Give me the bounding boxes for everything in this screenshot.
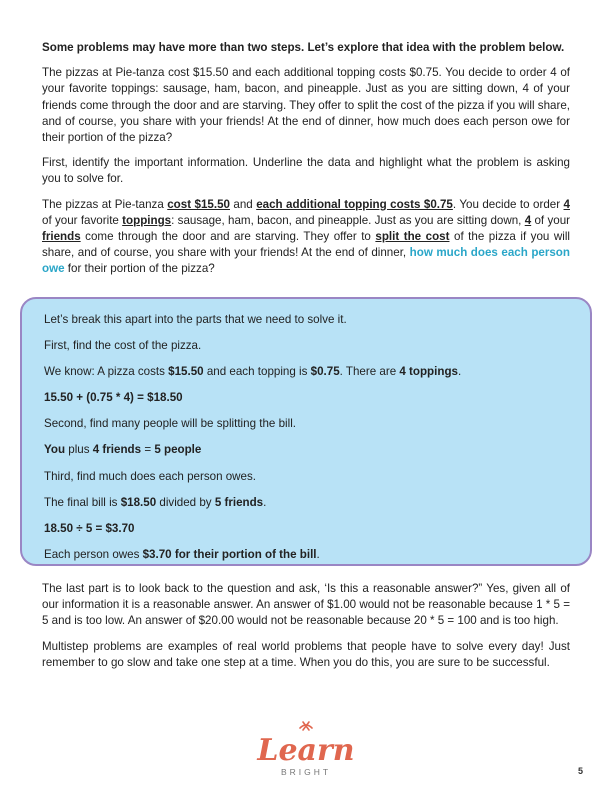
solution-line: We know: A pizza costs $15.50 and each topping is $0.75. There are 4 toppings.	[44, 365, 462, 379]
underlined-data: friends	[42, 230, 81, 244]
logo-subword: BRIGHT	[280, 767, 332, 777]
problem-text: The pizzas at Pie-tanza cost $15.50 and each additional topping costs $0.75. You decide to order 4 of your favorite toppings: sausage, ham, bacon, and pineapple. Just as you are sitting down, 4 of your friends come through the door and are starving. They offer to split the cost of the pizza if you will share, and of course, you share with your friends! At the end of dinner, how much does each person owe for their portion of the pizza?	[42, 66, 571, 145]
equation: 18.50 ÷ 5 = $3.70	[44, 521, 135, 535]
learn-bright-logo	[256, 720, 356, 782]
page-content	[42, 40, 570, 287]
underlined-data: split the cost	[375, 230, 450, 244]
solution-box	[20, 297, 592, 566]
solution-line: You plus 4 friends = 5 people	[44, 443, 202, 457]
underlined-data: 4	[563, 197, 570, 211]
logo-flourish-icon	[300, 722, 312, 730]
logo-graphic	[256, 720, 356, 782]
solution-line: Second, find many people will be splitting the bill.	[44, 417, 296, 431]
conclusion-section	[42, 581, 570, 680]
solution-line: Third, find much does each person owes.	[44, 469, 257, 483]
solution-line: The final bill is $18.50 divided by 5 friends.	[44, 495, 267, 509]
intro-text: Some problems may have more than two steps. Let’s explore that idea with the problem below.	[42, 41, 565, 54]
check-text: The last part is to look back to the question and ask, ‘Is this a reasonable answer?” Yes, given all of our information it is a reasonable answer. An answer of $1.00 would not be reasonable because 1 * 5 = 5 and is too low. An answer of $20.00 would not be reasonable because 20 * 5 = 100 and is too high.	[42, 582, 570, 628]
closing-text: Multistep problems are examples of real world problems that people have to solve every day! Just remember to go slow and take one step at a time. When you do this, you are sure to be successful.	[42, 639, 570, 669]
solution-line: Let’s break this apart into the parts that we need to solve it.	[44, 313, 347, 326]
logo-word: Learn	[257, 733, 355, 768]
equation: 15.50 + (0.75 * 4) = $18.50	[44, 391, 183, 405]
underlined-data: cost $15.50	[167, 197, 230, 211]
highlighted-question: how much does each person owe	[42, 246, 570, 276]
page-number: 5	[578, 766, 584, 776]
underlined-data: toppings	[122, 213, 172, 227]
solution-line: First, find the cost of the pizza.	[44, 339, 202, 353]
annotated-problem: The pizzas at Pie-tanza cost $15.50 and each additional topping costs $0.75. You decide to order 4 of your favorite toppings: sausage, ham, bacon, and pineapple. Just as you are sitting down, 4 of your friends come through the door and are starving. They offer to split the cost of the pizza if you will share, and of course, you share with your friends! At the end of dinner, how much does each person owe for their portion of the pizza?	[42, 197, 571, 276]
solution-answer: Each person owes $3.70 for their portion of the bill.	[44, 547, 320, 561]
instruction-text: First, identify the important information. Underline the data and highlight what the problem is asking you to solve for.	[42, 156, 570, 186]
underlined-data: each additional topping costs $0.75	[256, 197, 453, 211]
underlined-data: 4	[524, 213, 532, 227]
